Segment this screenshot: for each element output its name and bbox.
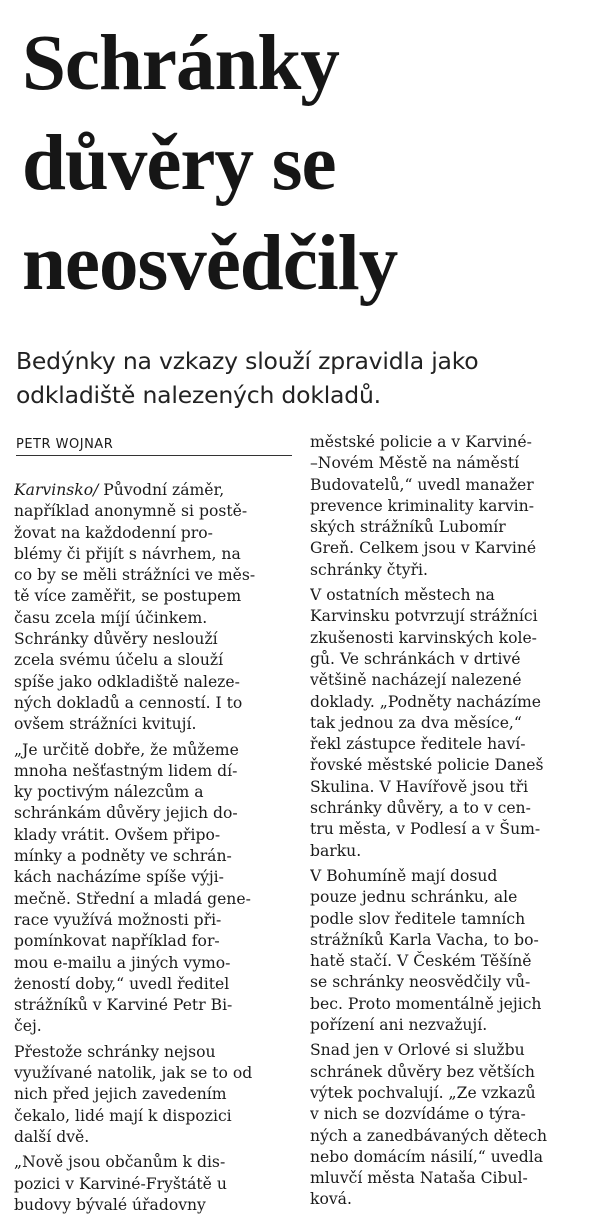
subheadline-line: Bedýnky na vzkazy slouží zpravidla jako xyxy=(16,347,479,375)
text-line: Schránky důvěry neslouží xyxy=(14,630,218,649)
text-line: v nich se dozvídáme o týra- xyxy=(310,1105,526,1124)
text-line: strážníků v Karviné Petr Bi- xyxy=(14,996,233,1015)
text-line: V Bohumíně mají dosud xyxy=(310,866,498,885)
text-line: ovšem strážníci kvitují. xyxy=(14,715,197,734)
text-line: „Nově jsou občanům k dis- xyxy=(14,1153,226,1172)
text-line: spíše jako odkladiště naleze- xyxy=(14,672,240,691)
text-line: Skulina. V Havířově jsou tři xyxy=(310,777,529,796)
text-line: využívané natolik, jak se to od xyxy=(14,1064,253,1083)
text-line: času zcela míjí účinkem. xyxy=(14,608,208,627)
article-column-right xyxy=(310,432,588,1211)
text-line: Snad jen v Orlové si službu xyxy=(310,1041,525,1060)
text-line: race využívá možnosti při- xyxy=(14,910,222,929)
text-line: ných dokladů a cenností. I to xyxy=(14,693,243,712)
text-line: schránkám důvěry jejich do- xyxy=(14,804,238,823)
text-line: Budovatelů,“ uvedl manažer xyxy=(310,475,534,494)
text-line: řovské městské policie Daneš xyxy=(310,756,544,775)
text-line: většině nacházejí nalezené xyxy=(310,671,522,690)
text-line: strážníků Karla Vacha, to bo- xyxy=(310,930,539,949)
byline: PETR WOJNAR xyxy=(16,437,292,456)
text-line: Karvinsku potvrzují strážníci xyxy=(310,607,538,626)
text-line: zkušenosti karvinských kole- xyxy=(310,628,537,647)
text-line: ských strážníků Lubomír xyxy=(310,518,506,537)
text-line: ková. xyxy=(310,1190,352,1209)
text-line: –Novém Městě na náměstí xyxy=(310,454,520,473)
headline-line: důvěry se xyxy=(22,120,336,207)
text-line: mluvčí města Nataša Cibul- xyxy=(310,1169,528,1188)
text-line: žovat na každodenní pro- xyxy=(14,523,213,542)
text-line: V ostatních městech na xyxy=(310,586,495,605)
text-line: pouze jednu schránku, ale xyxy=(310,888,518,907)
text-line: čej. xyxy=(14,1017,42,1036)
text-line: nich před jejich zavedením xyxy=(14,1085,227,1104)
headline-line: neosvědčily xyxy=(22,220,398,307)
text-line: mou e-mailu a jiných vymo- xyxy=(14,953,231,972)
text-line: čekalo, lidé mají k dispozici xyxy=(14,1106,232,1125)
article-column-left xyxy=(14,480,292,1216)
text-line: gů. Ve schránkách v drtivé xyxy=(310,649,521,668)
text-line: nebo domácím násilí,“ uvedla xyxy=(310,1147,544,1166)
text-line: pomínkovat například for- xyxy=(14,932,220,951)
subheadline xyxy=(16,344,586,412)
headline xyxy=(22,14,592,314)
text-line: další dvě. xyxy=(14,1127,90,1146)
text-line: ných a zanedbávaných dětech xyxy=(310,1126,548,1145)
text-line: budovy bývalé úřadovny xyxy=(14,1195,206,1214)
headline-line: Schránky xyxy=(22,20,339,107)
text-line: pozici v Karviné-Fryštátě u xyxy=(14,1174,227,1193)
text-line: se schránky neosvědčily vů- xyxy=(310,973,531,992)
text-line: hatě stačí. V Českém Těšíně xyxy=(310,952,532,971)
text-line: schránek důvěry bez větších xyxy=(310,1062,535,1081)
text-line: tě více zaměřit, se postupem xyxy=(14,587,242,606)
text-line: „Je určitě dobře, že můžeme xyxy=(14,740,239,759)
text-line: Greň. Celkem jsou v Karviné xyxy=(310,539,537,558)
text-line: řekl zástupce ředitele haví- xyxy=(310,735,526,754)
text-line: prevence kriminality karvin- xyxy=(310,496,534,515)
text-line xyxy=(14,480,292,501)
text-line: pořízení ani nezvažují. xyxy=(310,1016,488,1035)
text-line: barku. xyxy=(310,841,362,860)
text-line: ky poctivým nálezcům a xyxy=(14,783,204,802)
text-line: podle slov ředitele tamních xyxy=(310,909,526,928)
text-line: výtek pochvalují. „Ze vzkazů xyxy=(310,1083,536,1102)
text-line: například anonymně si postě- xyxy=(14,502,248,521)
text-line: městské policie a v Karviné- xyxy=(310,433,532,451)
text-line: kách nacházíme spíše výji- xyxy=(14,868,224,887)
text-line: tak jednou za dva měsíce,“ xyxy=(310,713,522,732)
text-line: bec. Proto momentálně jejich xyxy=(310,994,542,1013)
text-fragment: Původní záměr, xyxy=(98,481,225,499)
text-line: mnoha nešťastným lidem dí- xyxy=(14,761,238,780)
text-line: schránky čtyři. xyxy=(310,560,428,579)
text-line: schránky důvěry, a to v cen- xyxy=(310,799,531,818)
text-line: blémy či přijít s návrhem, na xyxy=(14,544,241,563)
text-line: żeností doby,“ uvedl ředitel xyxy=(14,974,230,993)
text-line: mečně. Střední a mladá gene- xyxy=(14,889,251,908)
text-line: klady vrátit. Ovšem připo- xyxy=(14,825,221,844)
dateline: Karvinsko/ xyxy=(14,481,99,499)
text-line: tru města, v Podlesí a v Šum- xyxy=(310,820,541,839)
text-line: doklady. „Podněty nacházíme xyxy=(310,692,541,711)
text-line: co by se měli strážníci ve měs- xyxy=(14,566,256,585)
text-line: zcela svému účelu a slouží xyxy=(14,651,224,670)
text-line: mínky a podněty ve schrán- xyxy=(14,847,232,866)
text-line: Přestože schránky nejsou xyxy=(14,1042,216,1061)
subheadline-line: odkladiště nalezených dokladů. xyxy=(16,381,381,409)
